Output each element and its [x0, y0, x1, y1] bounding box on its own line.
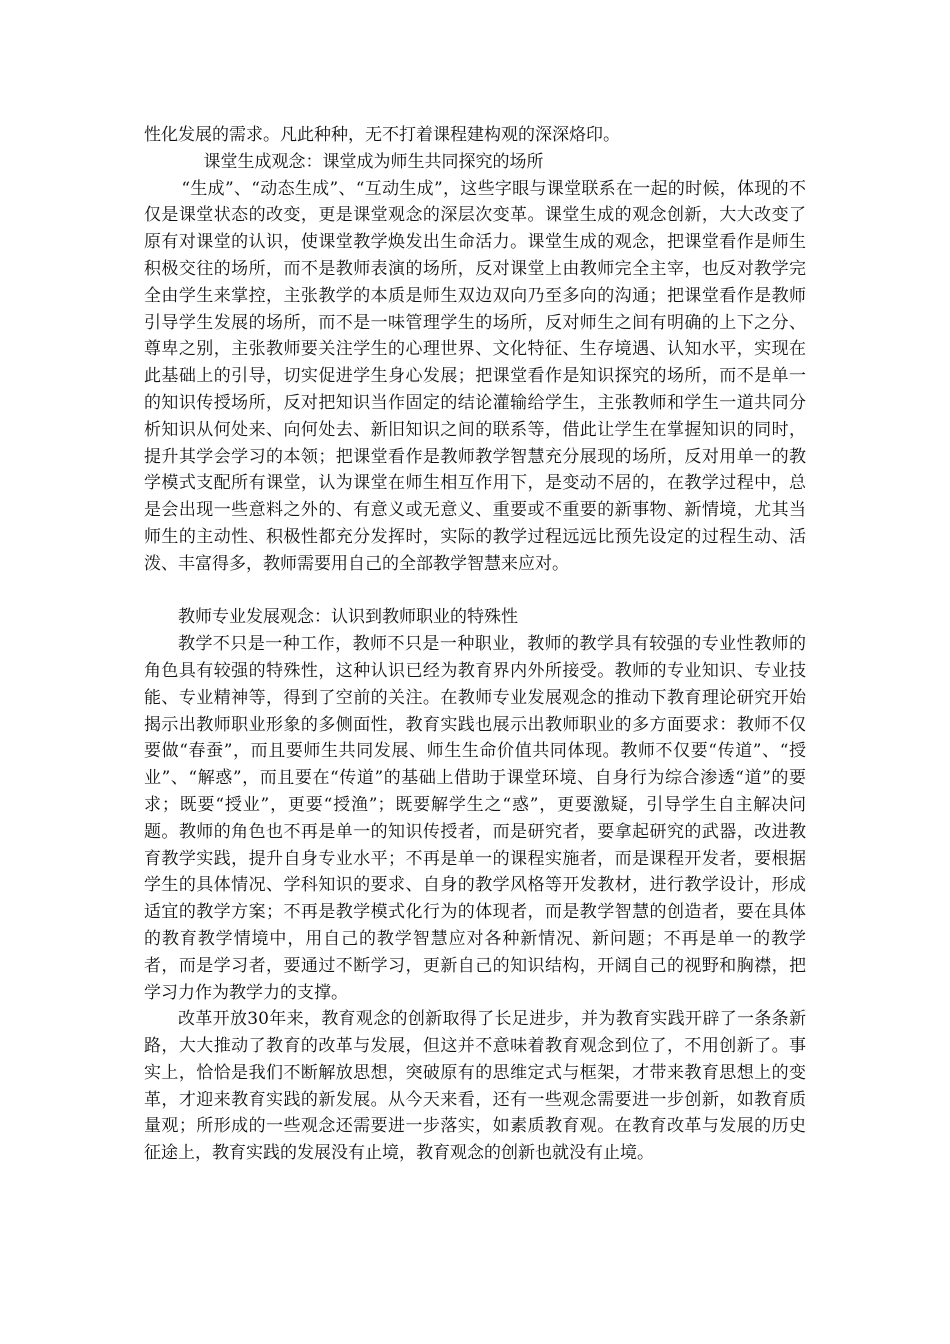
document-page	[144, 122, 806, 1167]
paragraph-teacher-development: 教学不只是一种工作，教师不只是一种职业，教师的教学具有较强的专业性教师的角色具有较强的特殊性，这种认识已经为教育界内外所接受。教师的专业知识、专业技能、专业精神等，得到了空前的关注。在教师专业发展观念的推动下教育理论研究开始揭示出教师职业形象的多侧面性，教育实践也展示出教师职业的多方面要求：教师不仅要做“春蚕”，而且要师生共同发展、师生生命价值共同体现。教师不仅要“传道”、“授业”、“解惑”，而且要在“传道”的基础上借助于课堂环境、自身行为综合渗透“道”的要求；既要“授业”，更要“授渔”；既要解学生之“惑”，更要激疑，引导学生自主解决问题。教师的角色也不再是单一的知识传授者，而是研究者，要拿起研究的武器，改进教育教学实践，提升自身专业水平；不再是单一的课程实施者，而是课程开发者，要根据学生的具体情况、学科知识的要求、自身的教学风格等开发教材，进行教学设计，形成适宜的教学方案；不再是教学模式化行为的体现者，而是教学智慧的创造者，要在具体的教育教学情境中，用自己的教学智慧应对各种新情况、新问题；不再是单一的教学者，而是学习者，要通过不断学习，更新自己的知识结构，开阔自己的视野和胸襟，把学习力作为教学力的支撑。	[144, 634, 806, 1003]
paragraph-conclusion: 改革开放30年来，教育观念的创新取得了长足进步，并为教育实践开辟了一条条新路，大大推动了教育的改革与发展，但这并不意味着教育观念到位了，不用创新了。事实上，恰恰是我们不断解放思想，突破原有的思维定式与框架，才带来教育思想上的变革，才迎来教育实践的新发展。从今天来看，还有一些观念需要进一步创新，如教育质量观；所形成的一些观念还需要进一步落实，如素质教育观。在教育改革与发展的历史征途上，教育实践的发展没有止境，教育观念的创新也就没有止境。	[144, 1009, 806, 1164]
paragraph-classroom-generation: “生成”、“动态生成”、“互动生成”，这些字眼与课堂联系在一起的时候，体现的不仅是课堂状态的改变，更是课堂观念的深层次变革。课堂生成的观念创新，大大改变了原有对课堂的认识，使课堂教学焕发出生命活力。课堂生成的观念，把课堂看作是师生积极交往的场所，而不是教师表演的场所，反对课堂上由教师完全主宰，也反对教学完全由学生来掌控，主张教学的本质是师生双边双向乃至多向的沟通；把课堂看作是教师引导学生发展的场所，而不是一味管理学生的场所，反对师生之间有明确的上下之分、尊卑之别，主张教师要关注学生的心理世界、文化特征、生存境遇、认知水平，实现在此基础上的引导，切实促进学生身心发展；把课堂看作是知识探究的场所，而不是单一的知识传授场所，反对把知识当作固定的结论灌输给学生，主张教师和学生一道共同分析知识从何处来、向何处去、新旧知识之间的联系等，借此让学生在掌握知识的同时，提升其学会学习的本领；把课堂看作是教师教学智慧充分展现的场所，反对用单一的教学模式支配所有课堂，认为课堂在师生相互作用下，是变动不居的，在教学过程中，总是会出现一些意料之外的、有意义或无意义、重要或不重要的新事物、新情境，尤其当师生的主动性、积极性都充分发挥时，实际的教学过程远远比预先设定的过程生动、活泼、丰富得多，教师需要用自己的全部教学智慧来应对。	[144, 178, 806, 574]
section-heading-teacher-development: 教师专业发展观念：认识到教师职业的特殊性	[178, 607, 518, 628]
continued-paragraph: 性化发展的需求。凡此种种，无不打着课程建构观的深深烙印。	[144, 125, 620, 145]
paragraph-spacer	[144, 578, 806, 605]
section-heading-classroom-generation: 课堂生成观念：课堂成为师生共同探究的场所	[203, 151, 544, 172]
